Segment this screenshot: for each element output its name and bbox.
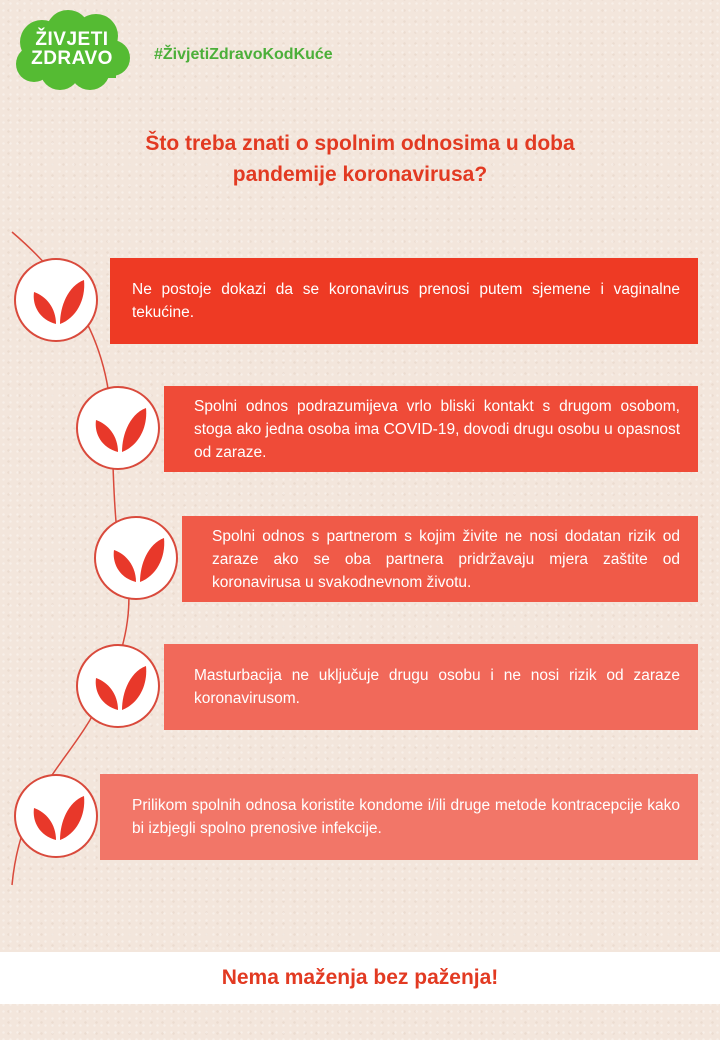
- info-bullet: [14, 774, 98, 858]
- info-card-text: Prilikom spolnih odnosa koristite kondome i/ili druge metode kontracepcije kako bi izbjegli spolno prenosive infekcije.: [132, 797, 680, 837]
- heart-petals-icon: [92, 662, 148, 714]
- footer-slogan: Nema maženja bez paženja!: [0, 952, 720, 1004]
- info-card-text: Spolni odnos podrazumijeva vrlo bliski kontakt s drugom osobom, stoga ako jedna osoba ima COVID-19, dovodi drugu osobu u opasnost od zaraze.: [194, 397, 680, 461]
- info-card: [164, 644, 698, 730]
- info-card-text: Ne postoje dokazi da se koronavirus prenosi putem sjemene i vaginalne tekućine.: [132, 281, 680, 321]
- title-line-1: Što treba znati o spolnim odnosima u doba: [145, 132, 575, 155]
- info-card-text: Masturbacija ne uključuje drugu osobu i ne nosi rizik od zaraze koronavirusom.: [194, 667, 680, 707]
- info-bullet: [76, 644, 160, 728]
- heart-petals-icon: [92, 404, 148, 456]
- info-bullet: [14, 258, 98, 342]
- hashtag: #ŽivjetiZdravoKodKuće: [154, 46, 333, 63]
- info-card: [182, 516, 698, 602]
- heart-petals-icon: [110, 534, 166, 586]
- heart-petals-icon: [30, 276, 86, 328]
- info-card: [110, 258, 698, 344]
- info-card: [100, 774, 698, 860]
- info-bullet: [76, 386, 160, 470]
- logo-line-1: ŽIVJETI: [35, 29, 109, 50]
- title-line-2: pandemije koronavirusa?: [232, 163, 488, 186]
- info-card-text: Spolni odnos s partnerom s kojim živite ne nosi dodatan rizik od zaraze ako se oba partnera pridržavaju mjera zaštite od koronavirusa u svakodnevnom životu.: [212, 527, 680, 591]
- info-bullet: [94, 516, 178, 600]
- heart-petals-icon: [30, 792, 86, 844]
- logo-line-2: ZDRAVO: [31, 48, 113, 69]
- info-card: [164, 386, 698, 472]
